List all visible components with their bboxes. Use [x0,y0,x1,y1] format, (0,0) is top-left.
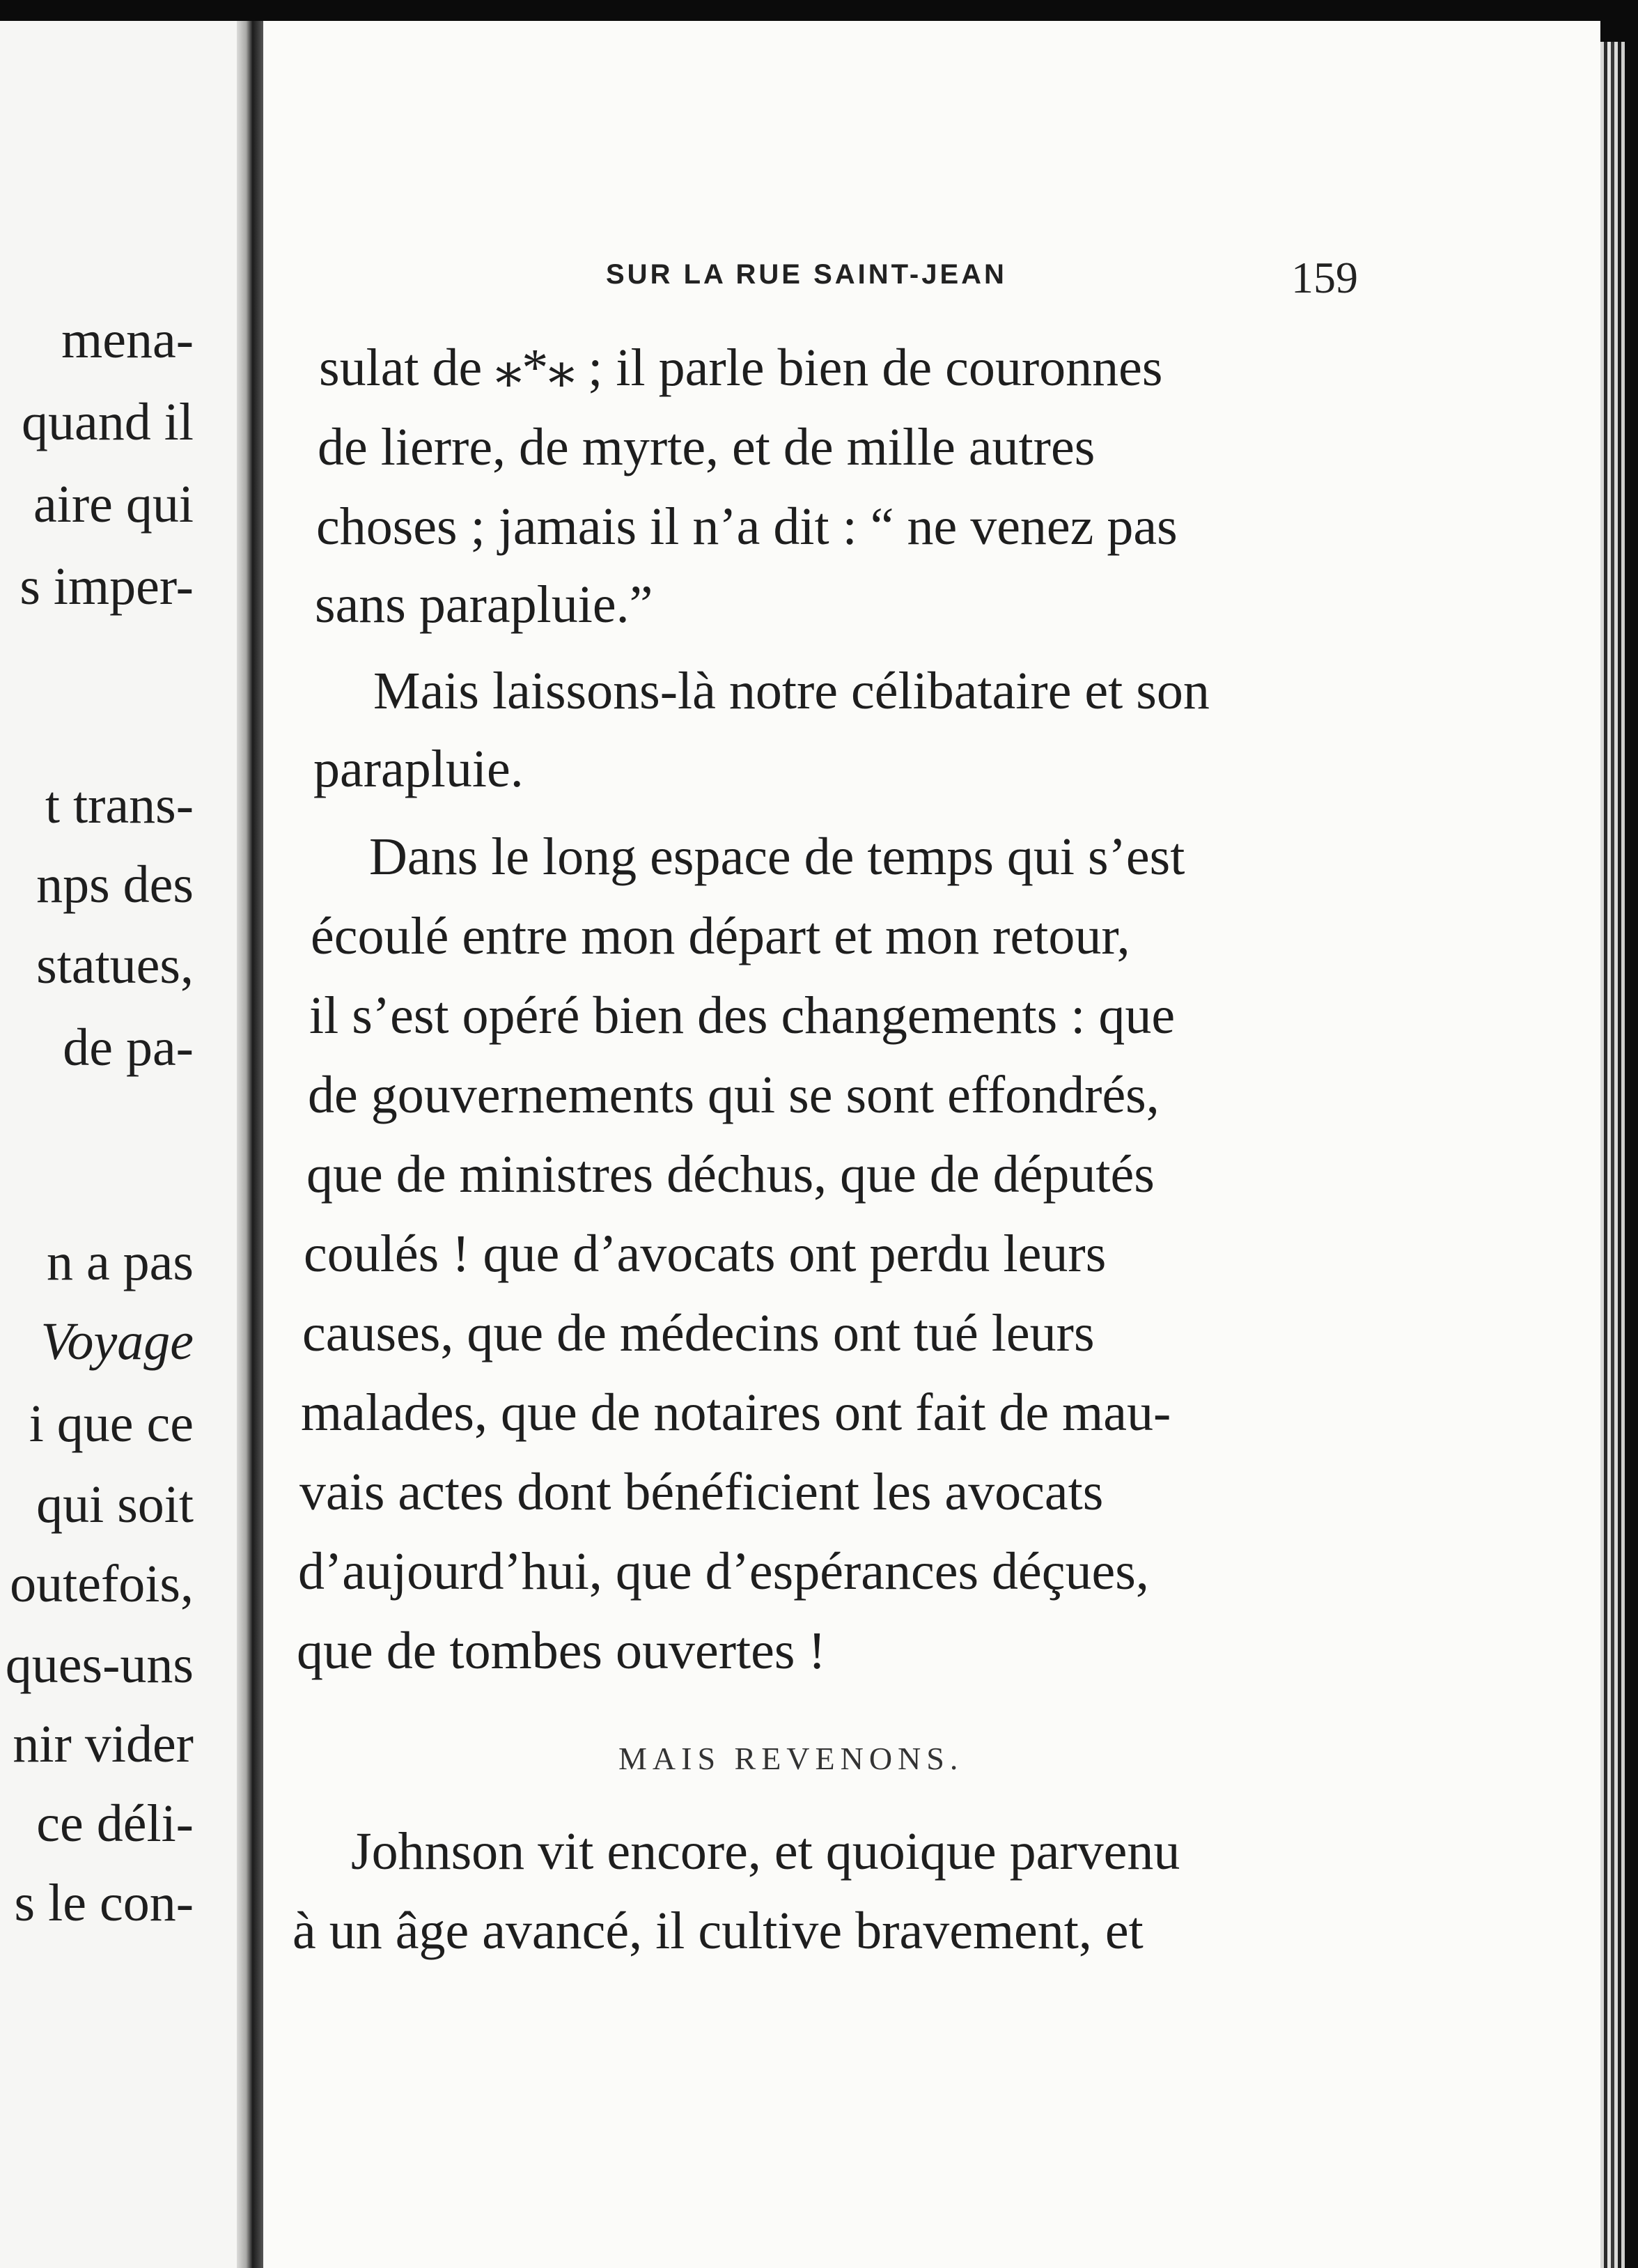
left-text-line: ce déli- [36,1794,194,1853]
text-line: causes, que de médecins ont tué leurs [302,1304,1095,1362]
left-text-line: nir vider [13,1715,194,1773]
left-text-line: outefois, [10,1555,194,1613]
paragraph-first-line: Mais laissons-là notre célibataire et son [373,662,1210,720]
text-line: coulés ! que d’avocats ont perdu leurs [304,1225,1107,1283]
section-heading: MAIS REVENONS. [618,1741,964,1776]
text-line: que de tombes ouvertes ! [297,1622,826,1680]
left-text-line: quand il [22,393,194,451]
left-text-line: n a pas [46,1233,194,1291]
text-line: vais actes dont bénéficient les avocats [299,1463,1104,1521]
left-text-line: s imper- [20,557,194,616]
book-spine [237,21,263,2268]
left-text-line: nps des [36,855,194,914]
text-line: que de ministres déchus, que de députés [306,1145,1155,1204]
text-line: sulat de ⁎*⁎ ; il parle bien de couronnes [319,339,1163,397]
text-line: de gouvernements qui se sont effondrés, [308,1066,1160,1124]
left-page [0,21,237,2268]
page-edge [1621,42,1625,2268]
paragraph-first-line: Dans le long espace de temps qui s’est [369,828,1185,886]
left-text-line: s le con- [14,1874,194,1932]
text-line: à un âge avancé, il cultive bravement, et [292,1902,1144,1960]
text-line: écoulé entre mon départ et mon retour, [311,907,1130,965]
paragraph-first-line: Johnson vit encore, et quoique parvenu [351,1822,1180,1881]
text-line: choses ; jamais il n’a dit : “ ne venez pas [316,497,1178,556]
left-text-line: ques-uns [5,1636,194,1694]
left-text-line: de pa- [63,1018,194,1077]
text-line: il s’est opéré bien des changements : que [309,986,1176,1045]
text-line: parapluie. [313,740,524,798]
left-text-line: mena- [61,311,194,369]
running-header [341,252,1358,308]
left-text-line: t trans- [45,776,194,834]
left-text-line: aire qui [33,475,194,534]
left-text-line: statues, [36,936,194,995]
left-text-line: i que ce [29,1395,194,1453]
text-line: malades, que de notaires ont fait de mau- [301,1383,1171,1442]
running-title: SUR LA RUE SAINT-JEAN [606,259,1007,290]
text-line: de lierre, de myrte, et de mille autres [318,418,1095,476]
left-text-line: Voyage [40,1312,194,1371]
page-number: 159 [1291,253,1358,302]
left-text-line: qui soit [36,1475,194,1534]
text-line: d’aujourd’hui, que d’espérances déçues, [298,1542,1149,1601]
text-line: sans parapluie.” [315,575,653,634]
